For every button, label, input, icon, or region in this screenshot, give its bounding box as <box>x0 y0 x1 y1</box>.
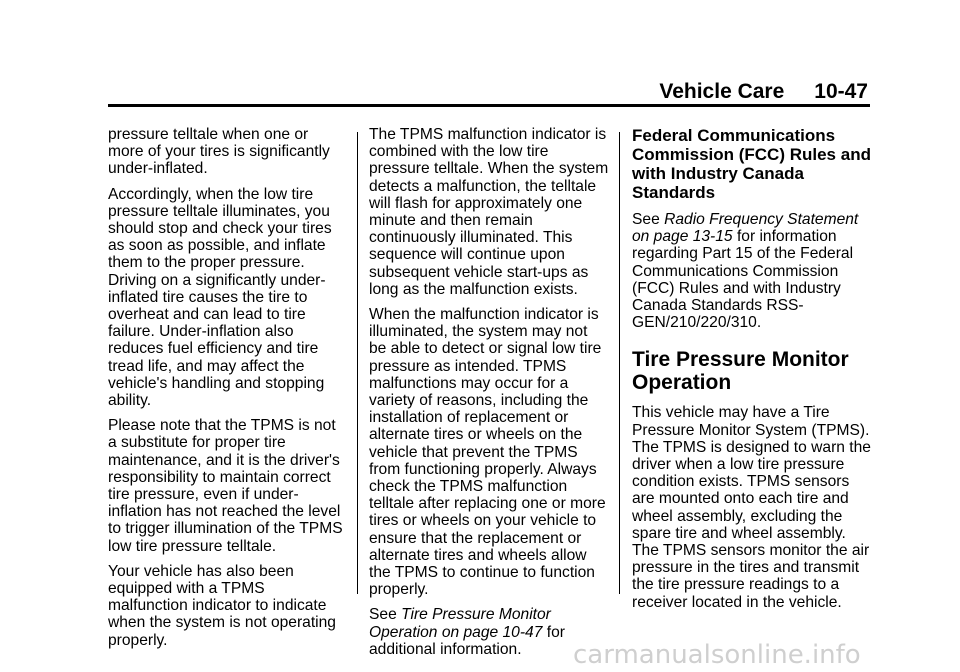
column-2 <box>369 126 609 666</box>
column-1 <box>108 126 348 657</box>
column-divider <box>357 132 358 594</box>
paragraph-text: for information regarding Part 15 of the Federal Communications Commission (FCC) Rules and with Industry Canada Standards RSS-GEN/210/220/310. <box>632 228 854 332</box>
cross-reference-link[interactable]: Tire Pressure Monitor Operation on page 10-47 <box>369 606 551 641</box>
paragraph: When the malfunction indicator is illuminated, the system may not be able to detect or signal low tire pressure as intended. TPMS malfunctions may occur for a variety of reasons, including the installation of replacement or alternate tires or wheels on the vehicle that prevent the TPMS from functioning properly. Always check the TPMS malfunction telltale after replacing one or more tires or wheels on your vehicle to ensure that the replacement or alternate tires and wheels allow the TPMS to continue to function properly. <box>369 306 606 599</box>
watermark: carmanualsonline.info <box>573 640 861 670</box>
cross-reference-link[interactable]: Radio Frequency Statement on page 13-15 <box>632 211 859 246</box>
paragraph: The TPMS malfunction indicator is combined with the low tire pressure telltale. When the system detects a malfunction, the telltale will flash for approximately one minute and then remain continuously illuminated. This sequence will continue upon subsequent vehicle start-ups as long as the malfunction exists. <box>369 126 609 298</box>
paragraph: Please note that the TPMS is not a substitute for proper tire maintenance, and it is the driver's responsibility to maintain correct tire pressure, even if under-inflation has not reached the level to trigger illumination of the TPMS low tire pressure telltale. <box>108 417 343 555</box>
header-rule <box>108 104 870 107</box>
subsection-heading: Federal Communications Commission (FCC) Rules and with Industry Canada Standards <box>632 126 871 202</box>
column-3 <box>632 126 872 619</box>
column-divider <box>619 132 620 594</box>
see-text: See <box>369 606 397 624</box>
paragraph: pressure telltale when one or more of your tires is significantly under-inflated. <box>108 126 330 178</box>
paragraph-text: for additional information. <box>369 623 565 658</box>
section-title: Vehicle Care <box>659 80 785 103</box>
page-number: 10-47 <box>814 80 868 103</box>
paragraph: Your vehicle has also been equipped with a TPMS malfunction indicator to indicate when the system is not operating properly. <box>108 562 336 649</box>
paragraph: This vehicle may have a Tire Pressure Monitor System (TPMS). The TPMS is designed to warn the driver when a low tire pressure condition exists. TPMS sensors are mounted onto each tire and wheel assembly, excluding the spare tire and wheel assembly. The TPMS sensors monitor the air pressure in the tires and transmit the tire pressure readings to a receiver located in the vehicle. <box>632 404 871 611</box>
see-text: See <box>632 211 660 228</box>
section-heading: Tire Pressure Monitor Operation <box>632 348 849 394</box>
running-header <box>108 80 868 104</box>
paragraph: Accordingly, when the low tire pressure telltale illuminates, you should stop and check your tires as soon as possible, and inflate them to the proper pressure. Driving on a significantly under-inflated tire causes the tire to overheat and can lead to tire failure. Under-inflation also reduces fuel efficiency and tire tread life, and may affect the vehicle's handling and stopping ability. <box>108 185 332 410</box>
paragraph-cross-reference <box>632 211 872 331</box>
